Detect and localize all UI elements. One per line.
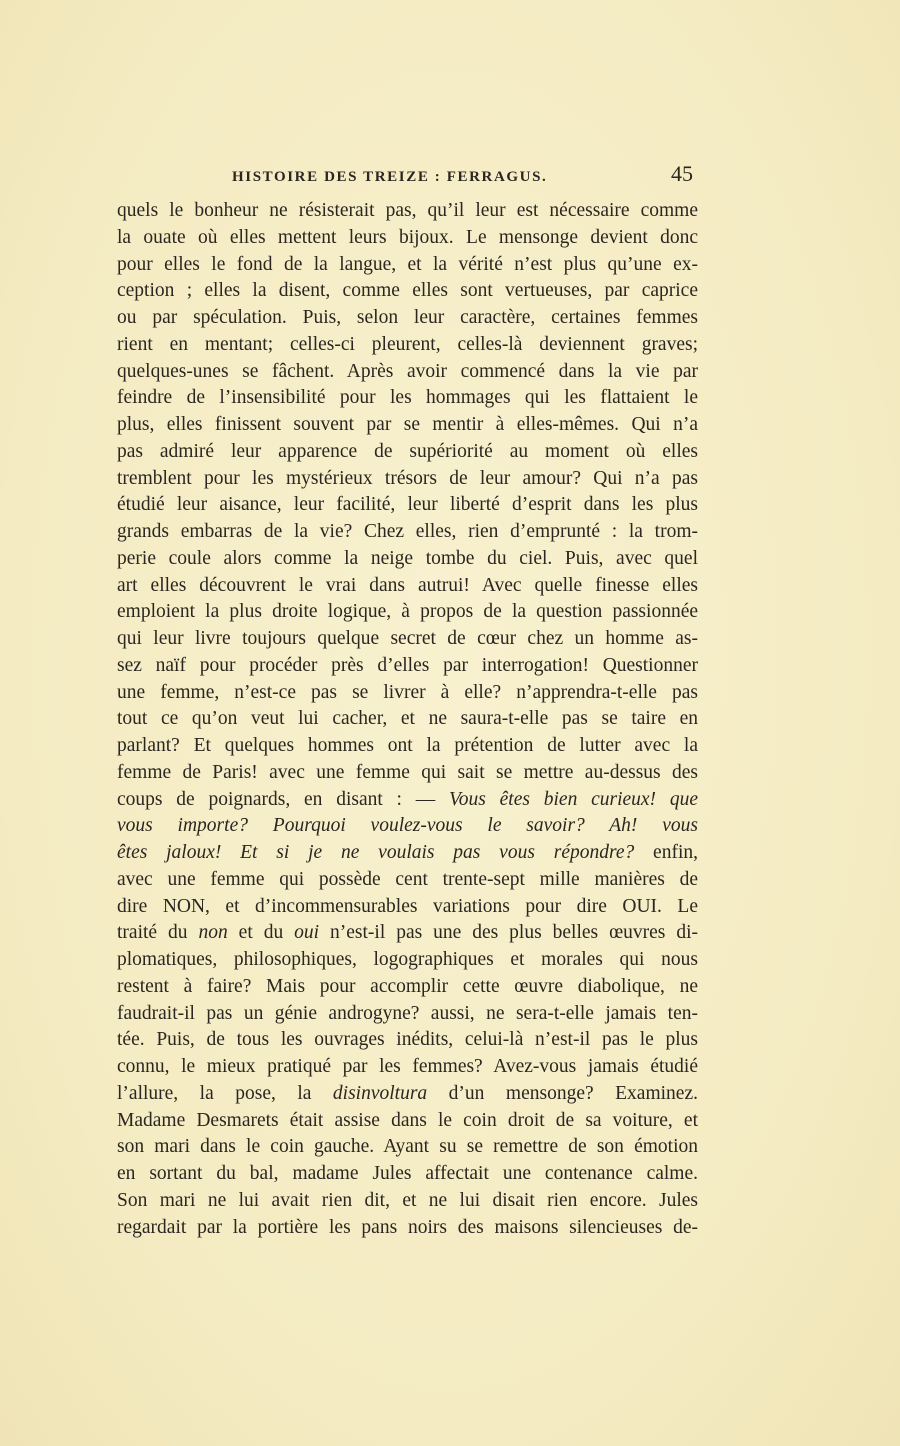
text-segment: étudié leur aisance, leur facilité, leur liberté d’esprit dans les plus xyxy=(117,494,698,516)
text-line xyxy=(117,1001,698,1028)
text-segment: tremblent pour les mystérieux trésors de leur amour? Qui n’a pas xyxy=(117,467,698,489)
text-line xyxy=(117,1081,698,1108)
text-segment: une femme, n’est-ce pas se livrer à elle? n’apprendra-t-elle pas xyxy=(117,681,698,703)
text-segment: art elles découvrent le vrai dans autrui! Avec quelle finesse elles xyxy=(117,574,698,596)
text-line xyxy=(117,626,698,653)
text-line xyxy=(117,947,698,974)
text-segment: femme de Paris! avec une femme qui sait se mettre au-dessus des xyxy=(117,761,698,783)
text-line xyxy=(117,840,698,867)
text-segment: l’allure, la pose, la xyxy=(117,1082,333,1104)
italic-text: disinvoltura xyxy=(332,1082,428,1104)
text-segment: son mari dans le coin gauche. Ayant su se remettre de son émotion xyxy=(117,1136,698,1158)
text-segment: parlant? Et quelques hommes ont la prétention de lutter avec la xyxy=(117,735,698,756)
text-segment: traité du xyxy=(117,922,199,944)
text-segment: plomatiques, philosophiques, logographiques et morales qui nous xyxy=(117,949,698,970)
text-segment: quelques-unes se fâchent. Après avoir commencé dans la vie par xyxy=(117,360,698,382)
text-segment: plus, elles finissent souvent par se mentir à elles-mêmes. Qui n’a xyxy=(117,414,698,435)
text-segment: restent à faire? Mais pour accomplir cette œuvre diabolique, ne xyxy=(117,975,698,997)
text-line xyxy=(117,492,698,519)
text-segment: n’est-il pas une des plus belles œuvres di- xyxy=(319,922,698,944)
text-line xyxy=(117,332,698,359)
text-line xyxy=(117,546,698,573)
text-segment: en sortant du bal, madame Jules affectait une contenance calme. xyxy=(117,1163,698,1184)
text-segment: quels le bonheur ne résisterait pas, qu’il leur est nécessaire comme xyxy=(117,200,698,221)
text-segment: feindre de l’insensibilité pour les hommages qui les flattaient le xyxy=(117,387,698,409)
text-line xyxy=(117,1054,698,1081)
text-line xyxy=(117,1027,698,1054)
text-segment: tout ce qu’on veut lui cacher, et ne saura-t-elle pas se taire en xyxy=(117,708,698,730)
italic-text: Vous êtes bien curieux! que xyxy=(449,788,698,810)
text-line xyxy=(117,1188,698,1215)
page-number: 45 xyxy=(671,161,693,186)
text-line xyxy=(117,466,698,493)
text-line xyxy=(117,198,698,225)
text-segment: la ouate où elles mettent leurs bijoux. Le mensonge devient donc xyxy=(117,226,698,248)
text-segment: d’un mensonge? Examinez. xyxy=(427,1082,698,1104)
text-line xyxy=(117,653,698,680)
text-segment: perie coule alors comme la neige tombe du ciel. Puis, avec quel xyxy=(117,547,698,569)
italic-text: êtes jaloux! Et si je ne voulais pas vous répondre? xyxy=(117,842,635,863)
text-segment: coups de poignards, en disant : — xyxy=(117,788,450,810)
text-segment: ception ; elles la disent, comme elles sont vertueuses, par caprice xyxy=(117,280,698,302)
text-segment: rient en mentant; celles-ci pleurent, celles-là deviennent graves; xyxy=(117,333,698,355)
text-line xyxy=(117,787,698,814)
text-line xyxy=(117,733,698,760)
text-line xyxy=(117,974,698,1001)
italic-text: non xyxy=(198,922,228,944)
running-header: HISTOIRE DES TREIZE : FERRAGUS. xyxy=(232,169,548,185)
text-line xyxy=(117,278,698,305)
text-segment: Son mari ne lui avait rien dit, et ne lui disait rien encore. Jules xyxy=(117,1189,698,1211)
text-segment: pas admiré leur apparence de supériorité au moment où elles xyxy=(117,440,698,462)
text-segment: emploient la plus droite logique, à propos de la question passionnée xyxy=(117,601,698,623)
text-segment: tée. Puis, de tous les ouvrages inédits, celui-là n’est-il pas le plus xyxy=(117,1029,698,1051)
text-segment: sez naïf pour procéder près d’elles par interrogation! Questionner xyxy=(117,654,698,676)
text-line xyxy=(117,305,698,332)
text-segment: enfin, xyxy=(634,842,698,863)
body-text xyxy=(117,198,698,1241)
text-segment: avec une femme qui possède cent trente-sept mille manières de xyxy=(117,868,698,890)
text-line xyxy=(117,1134,698,1161)
text-line xyxy=(117,894,698,921)
text-line xyxy=(117,1161,698,1188)
text-line xyxy=(117,439,698,466)
text-line xyxy=(117,225,698,252)
text-line xyxy=(117,760,698,787)
italic-text: vous importe? Pourquoi voulez-vous le savoir? Ah! vous xyxy=(117,815,698,837)
text-line xyxy=(117,519,698,546)
text-segment: grands embarras de la vie? Chez elles, rien d’emprunté : la trom- xyxy=(117,521,698,542)
text-line xyxy=(117,706,698,733)
text-segment: ou par spéculation. Puis, selon leur caractère, certaines femmes xyxy=(117,307,698,328)
text-segment: regardait par la portière les pans noirs des maisons silencieuses de- xyxy=(117,1216,698,1238)
text-segment: faudrait-il pas un génie androgyne? aussi, ne sera-t-elle jamais ten- xyxy=(117,1002,698,1024)
text-line xyxy=(117,385,698,412)
text-line xyxy=(117,867,698,894)
text-line xyxy=(117,359,698,386)
text-line xyxy=(117,920,698,947)
italic-text: oui xyxy=(294,922,320,944)
text-line xyxy=(117,1215,698,1242)
text-segment: pour elles le fond de la langue, et la vérité n’est plus qu’une ex- xyxy=(117,253,698,275)
text-line xyxy=(117,599,698,626)
text-segment: et du xyxy=(227,922,295,944)
text-segment: connu, le mieux pratiqué par les femmes? Avez-vous jamais étudié xyxy=(117,1056,698,1077)
text-segment: qui leur livre toujours quelque secret de cœur chez un homme as- xyxy=(117,628,698,649)
text-line xyxy=(117,252,698,279)
text-line xyxy=(117,1108,698,1135)
text-line xyxy=(117,813,698,840)
text-line xyxy=(117,412,698,439)
text-segment: dire NON, et d’incommensurables variations pour dire OUI. Le xyxy=(117,895,698,917)
text-line xyxy=(117,680,698,707)
text-segment: Madame Desmarets était assise dans le coin droit de sa voiture, et xyxy=(117,1109,698,1131)
text-line xyxy=(117,573,698,600)
